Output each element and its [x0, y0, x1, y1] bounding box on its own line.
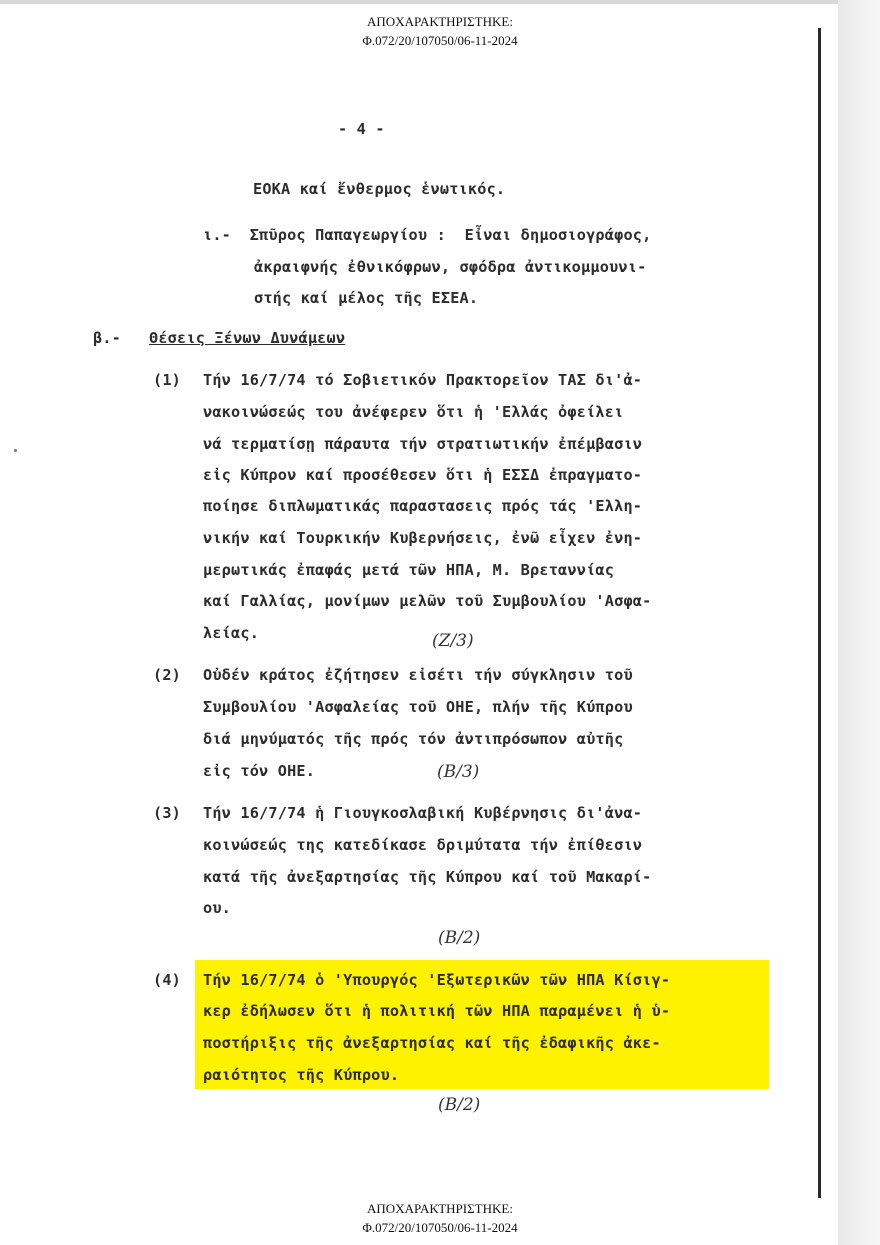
paragraph-1-line: ποίησε διπλωματικάς παραστασεις πρός τάς 'Ελλη-: [203, 497, 643, 515]
scan-top-edge: [0, 0, 880, 4]
paragraph-3-line: κατά τῆς ἀνεξαρτησίας τῆς Κύπρου καί τοῦ Μακαρί-: [203, 868, 652, 886]
intro-line: ΕΟΚΑ καί ἔνθερμος ἑνωτικός.: [253, 180, 506, 198]
intro-item-text-1: Σπῦρος Παπαγεωργίου : Εἶναι δημοσιογράφος,: [249, 226, 652, 244]
declassification-stamp-top: [0, 12, 880, 50]
paragraph-number: (4): [153, 971, 182, 989]
paragraph-3-line: Τήν 16/7/74 ἡ Γιουγκοσλαβική Κυβέρνησις δι'ἀνα-: [203, 804, 643, 822]
paragraph-2-line: Συμβουλίου 'Ασφαλείας τοῦ ΟΗΕ, πλήν τῆς Κύπρου: [203, 698, 633, 716]
scan-border-line: [818, 28, 821, 1198]
declassification-stamp-bottom: [0, 1199, 880, 1237]
paragraph-1-line: Τήν 16/7/74 τό Σοβιετικόν Πρακτορεῖον ΤΑΣ δι'ἀ-: [203, 371, 643, 389]
paragraph-3-line: κοινώσεώς της κατεδίκασε δριμύτατα τήν ἐπίθεσιν: [203, 836, 643, 854]
paragraph-1-line: καί Γαλλίας, μονίμων μελῶν τοῦ Συμβουλίου 'Ασφα-: [203, 592, 652, 610]
paragraph-4-line: Τήν 16/7/74 ὁ 'Υπουργός 'Εξωτερικῶν τῶν ΗΠΑ Κίσιγ-: [203, 971, 671, 989]
paragraph-2-line: Οὐδέν κράτος ἐζήτησεν εἰσέτι τήν σύγκλησιν τοῦ: [203, 666, 633, 684]
paragraph-1-line: εἰς Κύπρον καί προσέθεσεν ὅτι ἡ ΕΣΣΔ ἐπραγματο-: [203, 466, 643, 484]
intro-item-line-3: στής καί μέλος τῆς ΕΣΕΑ.: [254, 289, 479, 307]
paragraph-1-line: νακοινώσεώς του ἀνέφερεν ὅτι ἡ 'Ελλάς ὀφείλει: [203, 403, 624, 421]
paragraph-2-line: διά μηνύματός τῆς πρός τόν ἀντιπρόσωπον αὐτῆς: [203, 730, 624, 748]
stamp-line-2: Φ.072/20/107050/06-11-2024: [362, 1220, 518, 1235]
paragraph-4-line: ραιότητος τῆς Κύπρου.: [203, 1066, 400, 1084]
handwritten-mark: (Β/3): [437, 762, 480, 782]
stamp-line-2: Φ.072/20/107050/06-11-2024: [362, 33, 518, 48]
section-b-label: β.-: [93, 329, 122, 347]
paragraph-number: (3): [153, 804, 182, 822]
paragraph-number: (2): [153, 666, 182, 684]
paragraph-2-line: εἰς τόν ΟΗΕ.: [203, 762, 316, 780]
scan-speck: [14, 449, 17, 452]
scan-right-edge: [838, 0, 880, 1245]
handwritten-mark: (Β/2): [438, 1095, 481, 1115]
intro-item-line-2: ἀκραιφνής ἐθνικόφρων, σφόδρα ἀντικομμουνι-: [254, 258, 647, 276]
stamp-line-1: ΑΠΟΧΑΡΑΚΤΗΡΙΣΤΗΚΕ:: [367, 14, 513, 29]
intro-item-line-1: [203, 226, 652, 244]
paragraph-1-line: μερωτικάς ἐπαφάς μετά τῶν ΗΠΑ, Μ. Βρεταννίας: [203, 561, 615, 579]
page-number: - 4 -: [338, 120, 385, 138]
handwritten-mark: (Β/2): [438, 928, 481, 948]
paragraph-1-line: νικήν καί Τουρκικήν Κυβερνήσεις, ἐνῶ εἶχεν ἐνη-: [203, 529, 643, 547]
handwritten-mark: (Ζ/3): [432, 631, 474, 651]
stamp-line-1: ΑΠΟΧΑΡΑΚΤΗΡΙΣΤΗΚΕ:: [367, 1201, 513, 1216]
paragraph-3-line: ου.: [203, 899, 232, 917]
paragraph-4-line: κερ ἐδήλωσεν ὅτι ἡ πολιτική τῶν ΗΠΑ παραμένει ἡ ὑ-: [203, 1002, 671, 1020]
paragraph-1-line: νά τερματίσῃ πάραυτα τήν στρατιωτικήν ἐπέμβασιν: [203, 435, 643, 453]
paragraph-4-line: ποστήριξις τῆς ἀνεξαρτησίας καί τῆς ἐδαφικῆς ἀκε-: [203, 1034, 661, 1052]
intro-item-label: ι.-: [203, 226, 232, 244]
paragraph-1-line: λείας.: [203, 624, 260, 642]
paragraph-number: (1): [153, 371, 182, 389]
section-b-title: Θέσεις Ξένων Δυνάμεων: [149, 329, 346, 347]
